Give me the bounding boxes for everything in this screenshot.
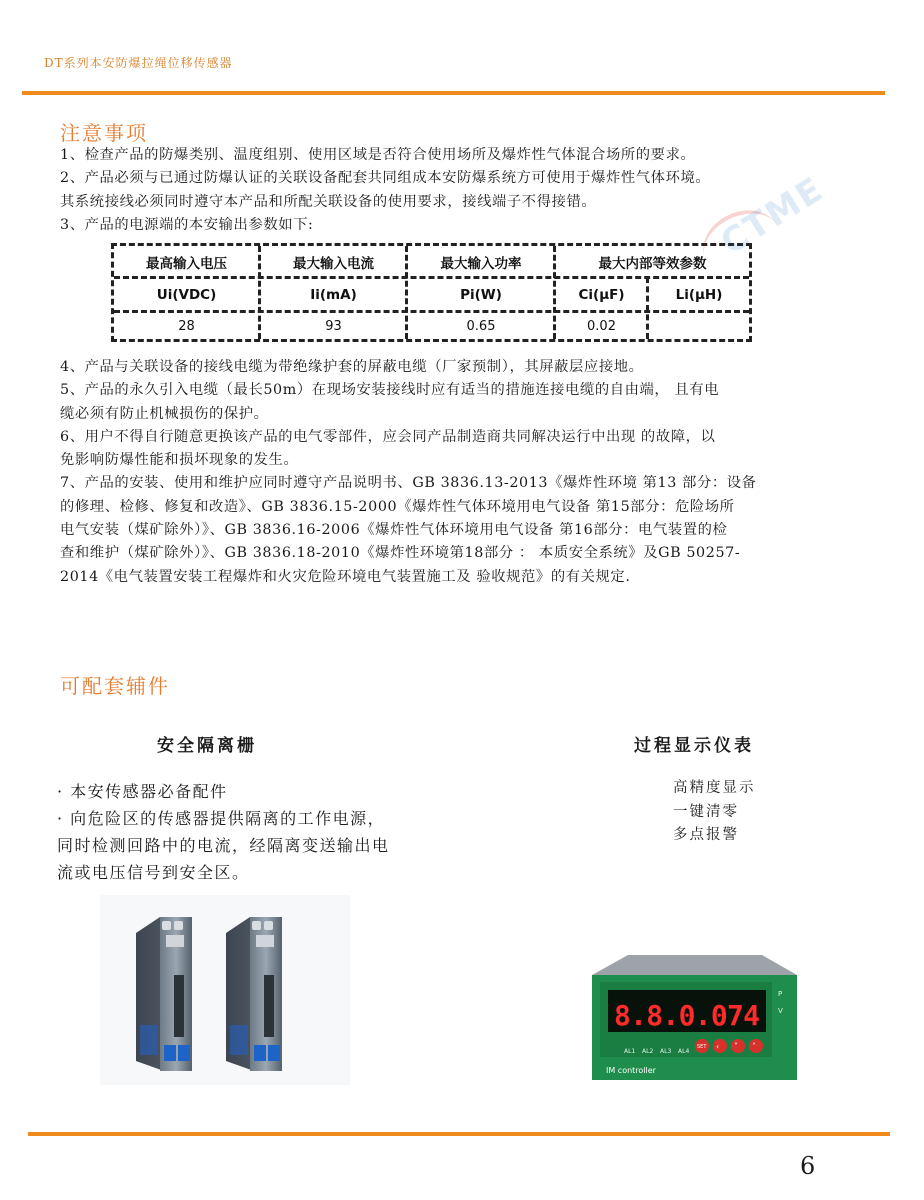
feature-item: 高精度显示 [673,780,756,796]
document-header: DT系列本安防爆拉绳位移传感器 [44,56,233,70]
table-value-cell: 28 [178,319,195,334]
display-title: 过程显示仪表 [634,736,754,756]
notes-body-bottom [60,356,860,589]
note-item-7-line3: 电气安装（煤矿除外）》、GB 3836.16-2006《爆炸性气体环境用电气设备 第16部分：电气装置的检 [60,522,728,539]
page-number: 6 [800,1152,816,1180]
table-unit-cell: Pi(W) [460,287,502,303]
barrier-unit-2 [226,917,282,1071]
note-item-7-line4: 查和维护（煤矿除外）》、GB 3836.18-2010《爆炸性环境第18部分 ： 本质安全系统》及GB 50257- [60,545,741,562]
note-item-3: 3、产品的电源端的本安输出参数如下: [60,216,314,233]
indicator-label: V [778,1007,783,1015]
set-key-label: SET [697,1044,707,1050]
params-table [111,243,752,342]
accessories-title: 可配套辅件 [60,674,170,698]
table-header-cell: 最高输入电压 [146,255,227,272]
table-header-cell: 最大输入电流 [293,255,374,272]
table-value-cell: 0.02 [587,319,616,334]
up-arrow-icon: ˄ [752,1042,756,1051]
left-arrow-icon: ‹ [716,1042,720,1051]
feature-item: 一键清零 [673,803,739,820]
note-item-5-line2: 缆必须有防止机械损伤的保护。 [60,405,269,422]
note-item-2-line1: 2、产品必须与已通过防爆认证的关联设备配套共同组成本安防爆系统方可使用于爆炸性气体环境。 [60,170,711,187]
barrier-line: · 本安传感器必备配件 [57,782,228,801]
isolation-barrier-illustration [100,895,350,1085]
barrier-unit-1 [136,917,192,1071]
alarm-label: AL2 [642,1048,654,1055]
alarm-label: AL1 [624,1048,636,1055]
barrier-line: · 向危险区的传感器提供隔离的工作电源， [57,809,386,828]
display-features [673,777,756,848]
table-value-cell [649,313,749,340]
header-divider [22,91,885,95]
note-item-7-line5: 2014《电气装置安装工程爆炸和火灾危险环境电气装置施工及 验收规范》的有关规定. [60,568,631,585]
note-item-6-line2: 免影响防爆性能和损坏现象的发生。 [60,452,299,469]
note-item-1: 1、检查产品的防爆类别、温度组别、使用区域是否符合使用场所及爆炸性气体混合场所的要求。 [60,147,696,163]
note-item-7-line2: 的修理、检修、修复和改造》、GB 3836.15-2000《爆炸性气体环境用电气设备 第15部分：危险场所 [60,498,735,515]
note-item-5-line1: 5、产品的永久引入电缆（最长50m）在现场安装接线时应有适当的措施连接电缆的自由端， 且有电 [60,382,720,399]
meter-brand: IM controller [606,1066,656,1075]
notes-title: 注意事项 [60,121,148,145]
table-header-cell: 最大输入功率 [440,255,522,272]
display-product-image [592,955,797,1080]
alarm-label: AL3 [660,1048,672,1055]
led-reading: 8.8.0.074 [614,999,760,1032]
down-arrow-icon: ˅ [734,1042,738,1051]
table-unit-cell: Li(μH) [675,287,723,303]
indicator-label: P [778,990,783,998]
barrier-line: 流或电压信号到安全区。 [57,863,250,882]
watermark-logo: CTME [714,169,832,263]
table-unit-cell: Ui(VDC) [156,287,217,303]
feature-item: 多点报警 [673,827,739,843]
barrier-product-image [100,895,350,1085]
table-unit-cell: Ci(μF) [578,287,625,303]
table-value-cell: 93 [325,319,342,334]
note-item-2-line2: 其系统接线必须同时遵守本产品和所配关联设备的使用要求，接线端子不得接错。 [60,193,597,210]
table-unit-cell: Ii(mA) [310,287,357,303]
footer-divider [28,1132,890,1136]
process-display-meter-illustration [592,955,797,1080]
note-item-7-line1: 7、产品的安装、使用和维护应同时遵守产品说明书、GB 3836.13-2013《爆炸性环境 第13 部分：设备 [60,475,757,492]
alarm-label: AL4 [678,1048,690,1055]
barrier-description [57,778,390,886]
table-header-cell: 最大内部等效参数 [598,255,707,272]
note-item-4: 4、产品与关联设备的接线电缆为带绝缘护套的屏蔽电缆（厂家预制），其屏蔽层应接地。 [60,359,644,375]
table-value-cell: 0.65 [466,319,496,334]
barrier-line: 同时检测回路中的电流，经隔离变送输出电 [57,836,390,855]
note-item-6-line1: 6、用户不得自行随意更换该产品的电气零部件，应会同产品制造商共同解决运行中出现 的故障，以 [60,428,716,445]
barrier-title: 安全隔离栅 [157,736,257,756]
